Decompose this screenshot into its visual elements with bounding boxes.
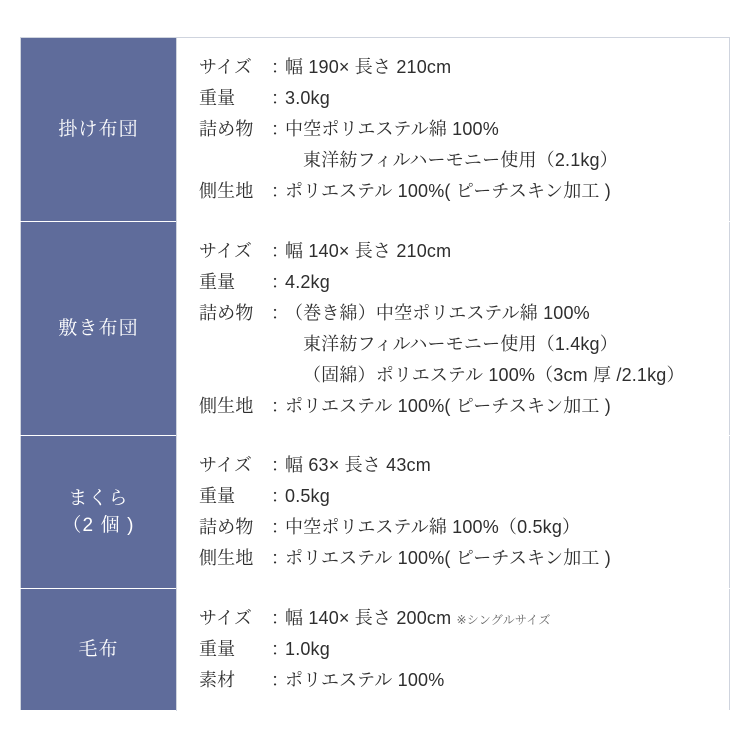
table-row xyxy=(21,589,730,711)
spec-line xyxy=(199,176,715,207)
row-label-text: 敷き布団 xyxy=(58,317,139,339)
spec-line xyxy=(199,665,715,696)
row-label-makura xyxy=(21,436,177,589)
table-row xyxy=(21,221,730,436)
spec-key: 側生地 ： xyxy=(199,176,285,207)
table-row xyxy=(21,38,730,222)
spec-line xyxy=(199,481,715,512)
specification-table xyxy=(20,37,730,711)
spec-line xyxy=(199,450,715,481)
spec-line xyxy=(199,83,715,114)
spec-line xyxy=(199,391,715,422)
table-row xyxy=(21,436,730,589)
spec-key: 重量 ： xyxy=(199,634,285,665)
spec-value: 4.2kg xyxy=(285,271,330,292)
spec-line xyxy=(199,52,715,83)
spec-key: サイズ ： xyxy=(199,236,285,267)
spec-key: 側生地 ： xyxy=(199,543,285,574)
spec-value: 東洋紡フィルハーモニー使用（1.4kg） xyxy=(303,333,618,354)
spec-value: 東洋紡フィルハーモニー使用（2.1kg） xyxy=(303,149,618,170)
spec-value: 0.5kg xyxy=(285,486,330,507)
row-label-text: 掛け布団 xyxy=(58,118,139,140)
spec-value: ポリエステル 100%( ピーチスキン加工 ) xyxy=(285,180,611,201)
spec-key: 重量 ： xyxy=(199,267,285,298)
row-label-text-line1: まくら xyxy=(68,487,129,509)
spec-value-note: ※シングルサイズ xyxy=(456,613,551,628)
spec-value: 中空ポリエステル綿 100%（0.5kg） xyxy=(285,517,581,538)
spec-key: 重量 ： xyxy=(199,481,285,512)
spec-value: 1.0kg xyxy=(285,639,330,660)
spec-key: 側生地 ： xyxy=(199,391,285,422)
spec-key: 詰め物 ： xyxy=(199,298,285,329)
row-body-makura xyxy=(177,436,730,589)
spec-line xyxy=(199,329,715,360)
spec-line xyxy=(199,267,715,298)
spec-line xyxy=(199,298,715,329)
spec-key: 重量 ： xyxy=(199,83,285,114)
spec-line xyxy=(199,634,715,665)
row-label-kakebuton xyxy=(21,38,177,222)
spec-value: （固綿）ポリエステル 100%（3cm 厚 /2.1kg） xyxy=(303,364,685,385)
row-body-moufu xyxy=(177,589,730,711)
row-label-moufu xyxy=(21,589,177,711)
row-label-text-line2: （2 個 ) xyxy=(62,515,135,537)
spec-line xyxy=(199,114,715,145)
spec-key: サイズ ： xyxy=(199,52,285,83)
spec-line xyxy=(199,236,715,267)
row-label-text: 毛布 xyxy=(78,638,119,660)
spec-value: （巻き綿）中空ポリエステル綿 100% xyxy=(285,302,590,323)
row-body-kakebuton xyxy=(177,38,730,222)
spec-value: ポリエステル 100%( ピーチスキン加工 ) xyxy=(285,548,611,569)
spec-key: サイズ ： xyxy=(199,450,285,481)
spec-value: 中空ポリエステル綿 100% xyxy=(285,118,499,139)
spec-key: 詰め物 ： xyxy=(199,114,285,145)
spec-line xyxy=(199,543,715,574)
spec-line xyxy=(199,512,715,543)
spec-value: 幅 63× 長さ 43cm xyxy=(285,455,431,476)
spec-key: サイズ ： xyxy=(199,603,285,634)
row-label-shikibuton xyxy=(21,221,177,436)
spec-value-main: 幅 140× 長さ 200cm xyxy=(285,608,452,629)
spec-value: ポリエステル 100%( ピーチスキン加工 ) xyxy=(285,395,611,416)
spec-key: 詰め物 ： xyxy=(199,512,285,543)
row-body-shikibuton xyxy=(177,221,730,436)
spec-line xyxy=(199,603,715,634)
spec-value: 幅 190× 長さ 210cm xyxy=(285,57,452,77)
spec-value: ポリエステル 100% xyxy=(285,670,445,691)
spec-line xyxy=(199,360,715,391)
spec-line xyxy=(199,145,715,176)
spec-value xyxy=(285,603,715,634)
spec-value: 幅 140× 長さ 210cm xyxy=(285,240,452,261)
spec-value: 3.0kg xyxy=(285,87,330,108)
spec-key: 素材 ： xyxy=(199,665,285,696)
